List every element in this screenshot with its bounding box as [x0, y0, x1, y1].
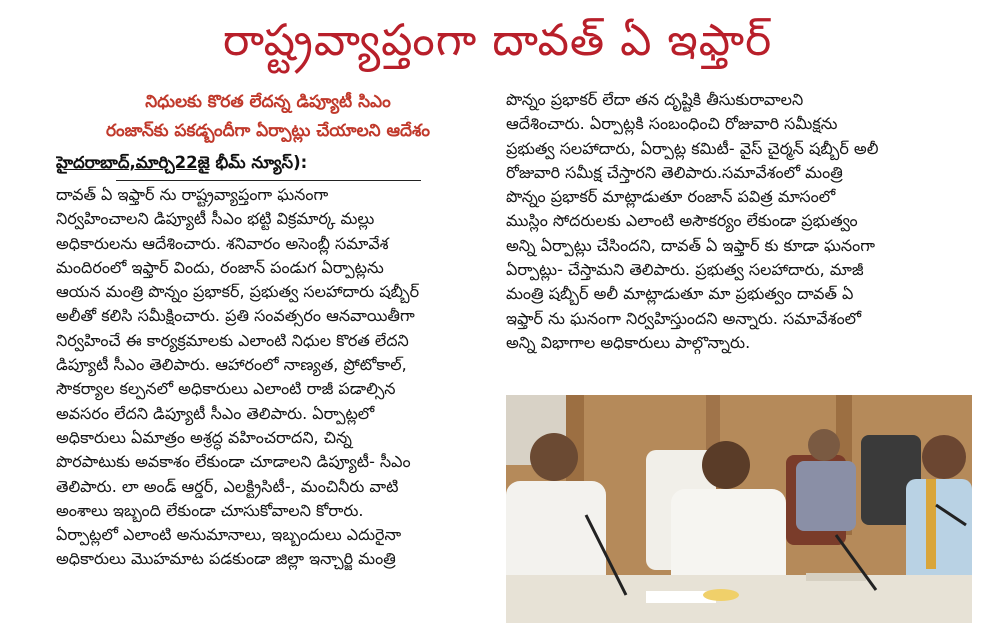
- right-column-line: అన్ని విభాగాల అధికారులు పాల్గొన్నారు.: [506, 332, 751, 352]
- headline: రాష్ట్రవ్యాప్తంగా దావత్ ఏ ఇఫ్తార్: [222, 15, 773, 66]
- plate: [703, 589, 739, 601]
- person-3-body: [796, 461, 856, 531]
- right-column-line: అన్ని ఏర్పాట్లు చేసిందని, దావత్ ఏ ఇఫ్తార్ కు కూడా ఘనంగా: [506, 235, 875, 255]
- left-column-body: [56, 183, 480, 572]
- subheadline-line-1: నిధులకు కొరత లేదన్న డిప్యూటీ సిఎం: [145, 92, 391, 112]
- right-column-line: మంత్రి షబ్బీర్ అలీ మాట్లాడుతూ మా ప్రభుత్వం దావత్ ఏ: [506, 284, 854, 304]
- dateline-place: హైదరాబాద్,మార్చి22జై: [56, 153, 210, 172]
- left-column-line: అవసరం లేదని డిప్యూటీ సీఎం తెలిపారు. ఏర్పాట్లలో: [56, 403, 375, 423]
- left-column-line: తెలిపారు. లా అండ్ ఆర్డర్, ఎలక్ట్రిసిటీ-, మంచినీరు వాటి: [56, 476, 399, 496]
- right-column-line: ఆదేశించారు. ఏర్పాట్లకి సంబంధించి రోజువారి సమీక్షను: [506, 114, 838, 134]
- left-column-line: ఏర్పాట్లలో ఎలాంటి అనుమానాలు, ఇబ్బందులు ఎదురైనా: [56, 525, 402, 545]
- left-column: [56, 88, 480, 628]
- meeting-photo: [506, 395, 972, 623]
- left-column-line: అధికారులు ఏమాత్రం అశ్రద్ధ వహించరాదని, చిన్న: [56, 427, 352, 447]
- person-2-head: [702, 441, 750, 489]
- left-column-line: సౌకర్యాల కల్పనలో అధికారులు ఎలాంటి రాజీ పడాల్సిన: [56, 379, 396, 399]
- person-4-body: [906, 479, 972, 589]
- left-column-line: ఆయన మంత్రి పొన్నం ప్రభాకర్, ప్రభుత్వ సలహాదారు షబ్బీర్: [56, 282, 420, 302]
- person-4-scarf: [926, 479, 936, 569]
- left-column-line: అంశాలు ఇబ్బంది లేకుండా చూసుకోవాలని కోరారు.: [56, 500, 364, 520]
- left-column-line: అధికారులు మొహమాట పడకుండా జిల్లా ఇన్చార్జి మంత్రి: [56, 549, 396, 569]
- meeting-photo-illustration: [506, 395, 972, 623]
- left-column-line: పొరపాటుకు అవకాశం లేకుండా చూడాలని డిప్యూటీ- సీఎం: [56, 452, 411, 472]
- dateline-divider: [116, 180, 421, 181]
- right-column-body: [506, 88, 976, 355]
- right-column: [506, 88, 976, 384]
- person-4-head: [922, 435, 966, 479]
- person-1-head: [530, 433, 578, 481]
- subheadline: [56, 88, 480, 146]
- conference-table: [506, 575, 972, 623]
- right-column-line: రోజువారి సమీక్ష చేస్తారని తెలిపారు.సమావేశంలో మంత్రి: [506, 162, 843, 182]
- dateline: [56, 148, 480, 178]
- left-column-line: నిర్వహించాలని డిప్యూటీ సీఎం భట్టి విక్రమార్క మల్లు: [56, 209, 375, 229]
- dateline-source: భీమ్ న్యూస్):: [215, 153, 308, 172]
- left-column-line: మందిరంలో ఇఫ్తార్ విందు, రంజాన్ పండుగ ఏర్పాట్లను: [56, 257, 384, 277]
- left-column-line: నిర్వహించే ఈ కార్యక్రమాలకు ఎలాంటి నిధుల కొరత లేదని: [56, 330, 409, 350]
- right-column-line: ప్రభుత్వ సలహాదారు, ఏర్పాట్ల కమిటీ- వైస్ చైర్మన్ షబ్బీర్ అలీ: [506, 138, 879, 158]
- left-column-line: డిప్యూటీ సీఎం తెలిపారు. ఆహారంలో నాణ్యత, ప్రోటోకాల్,: [56, 355, 407, 375]
- papers: [806, 573, 866, 581]
- right-column-line: ఏర్పాట్లు- చేస్తామని తెలిపారు. ప్రభుత్వ సలహాదారు, మాజీ: [506, 260, 864, 280]
- right-column-line: ముస్లిం సోదరులకు ఎలాంటి అసౌకర్యం లేకుండా ప్రభుత్వం: [506, 211, 858, 231]
- left-column-line: దావత్ ఏ ఇఫ్తార్ ను రాష్ట్రవ్యాప్తంగా ఘనంగా: [56, 185, 329, 204]
- right-column-line: పొన్నం ప్రభాకర్ మాట్లాడుతూ రంజాన్ పవిత్ర మాసంలో: [506, 187, 836, 207]
- right-column-line: పొన్నం ప్రభాకర్ లేదా తన దృష్టికి తీసుకురావాలని: [506, 90, 804, 109]
- subheadline-line-2: రంజాన్‌కు పకడ్బందీగా ఏర్పాట్లు చేయాలని ఆదేశం: [105, 121, 431, 141]
- person-3-head: [808, 429, 840, 461]
- left-column-line: అలీతో కలిసి సమీక్షించారు. ప్రతి సంవత్సరం ఆనవాయితీగా: [56, 306, 415, 326]
- left-column-line: అధికారులను ఆదేశించారు. శనివారం అసెంబ్లీ సమావేశ: [56, 233, 389, 253]
- right-column-line: ఇఫ్తార్ ను ఘనంగా నిర్వహిస్తుందని అన్నారు. సమావేశంలో: [506, 308, 862, 328]
